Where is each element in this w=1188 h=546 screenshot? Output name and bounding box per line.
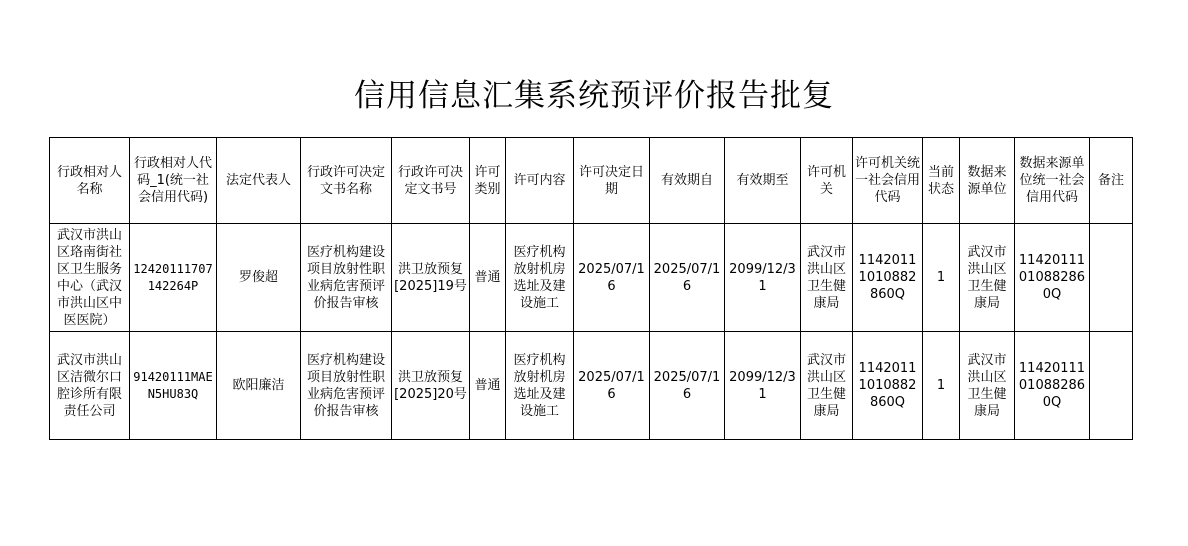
cell-legal-rep: 罗俊超 [217,224,301,332]
header-cell: 备注 [1090,138,1133,224]
header-cell: 数据来源单位 [960,138,1015,224]
cell-authority-code: 11420111010882860Q [853,224,923,332]
header-cell: 有效期至 [725,138,801,224]
header-cell: 许可机关 [801,138,853,224]
cell-name: 武汉市洪山区珞南街社区卫生服务中心（武汉市洪山区中医医院） [50,224,130,332]
header-cell: 有效期自 [650,138,725,224]
cell-content: 医疗机构放射机房选址及建设施工 [506,224,574,332]
cell-decision-date: 2025/07/16 [574,224,650,332]
cell-valid-to: 2099/12/31 [725,332,801,440]
header-cell: 数据来源单位统一社会信用代码 [1015,138,1090,224]
header-cell: 法定代表人 [217,138,301,224]
cell-valid-to: 2099/12/31 [725,224,801,332]
cell-valid-from: 2025/07/16 [650,332,725,440]
cell-valid-from: 2025/07/16 [650,224,725,332]
cell-authority-code: 11420111010882860Q [853,332,923,440]
cell-doc-name: 医疗机构建设项目放射性职业病危害预评价报告审核 [301,332,392,440]
cell-source-code: 11420111010882860Q [1015,332,1090,440]
cell-credit-code: 12420111707142264P [130,224,217,332]
table-row [50,332,1133,440]
header-cell: 当前状态 [923,138,960,224]
cell-source-unit: 武汉市洪山区卫生健康局 [960,224,1015,332]
cell-category: 普通 [470,332,506,440]
header-cell: 许可内容 [506,138,574,224]
cell-status: 1 [923,332,960,440]
cell-authority: 武汉市洪山区卫生健康局 [801,332,853,440]
cell-name: 武汉市洪山区洁微尔口腔诊所有限责任公司 [50,332,130,440]
header-cell: 行政相对人代码_1(统一社会信用代码) [130,138,217,224]
header-cell: 许可机关统一社会信用代码 [853,138,923,224]
table-row [50,224,1133,332]
header-cell: 行政许可决定文书名称 [301,138,392,224]
cell-status: 1 [923,224,960,332]
page-title: 信用信息汇集系统预评价报告批复 [354,78,834,114]
cell-source-unit: 武汉市洪山区卫生健康局 [960,332,1015,440]
header-cell: 行政许可决定文书号 [392,138,470,224]
header-cell: 行政相对人名称 [50,138,130,224]
cell-decision-date: 2025/07/16 [574,332,650,440]
cell-doc-name: 医疗机构建设项目放射性职业病危害预评价报告审核 [301,224,392,332]
cell-content: 医疗机构放射机房选址及建设施工 [506,332,574,440]
cell-source-code: 11420111010882860Q [1015,224,1090,332]
header-cell: 许可类别 [470,138,506,224]
cell-remark [1090,224,1133,332]
header-cell: 许可决定日期 [574,138,650,224]
cell-doc-no: 洪卫放预复[2025]20号 [392,332,470,440]
table-header-row [50,138,1133,224]
cell-legal-rep: 欧阳廉洁 [217,332,301,440]
permit-table [49,137,1133,440]
cell-category: 普通 [470,224,506,332]
cell-remark [1090,332,1133,440]
cell-authority: 武汉市洪山区卫生健康局 [801,224,853,332]
cell-credit-code: 91420111MAEN5HU83Q [130,332,217,440]
cell-doc-no: 洪卫放预复[2025]19号 [392,224,470,332]
